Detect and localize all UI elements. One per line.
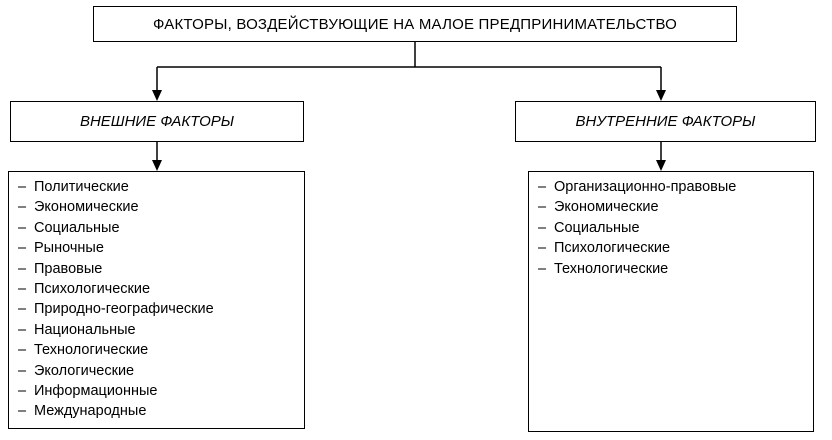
external-factor-item-label: Политические [34,179,129,195]
internal-factor-item-label: Технологические [554,260,669,277]
external-factor-item-label: Информационные [34,383,158,400]
internal-factor-item-label: Экономические [554,199,659,216]
arrow-head-left-list [152,160,162,171]
arrow-head-left-category [152,90,162,101]
external-factor-item-label: Психологические [34,281,151,298]
external-factors-box [10,101,304,142]
internal-factor-item-label: Социальные [554,219,640,236]
diagram-title: ФАКТОРЫ, ВОЗДЕЙСТВУЮЩИЕ НА МАЛОЕ ПРЕДПРИНИМАТЕЛЬСТВО [152,15,678,33]
bullet-dash: – [18,321,27,338]
bullet-dash: – [18,260,27,277]
bullet-dash: – [18,199,27,216]
bullet-dash: – [538,240,547,257]
external-factors-label: ВНЕШНИЕ ФАКТОРЫ [79,113,235,130]
internal-factor-item [538,218,813,238]
external-factor-item [18,361,304,381]
arrow-head-right-category [656,90,666,101]
external-factors-list [18,177,304,422]
internal-factor-item-label: Психологические [554,240,671,257]
external-factor-item-label: Природно-географические [34,301,214,318]
internal-factor-item [538,259,813,279]
external-factor-item [18,197,304,217]
internal-factors-box [515,101,816,142]
external-factor-item-label: Рыночные [34,240,104,257]
external-factor-item [18,177,304,197]
arrow-head-right-list [656,160,666,171]
bullet-dash: – [18,403,27,420]
external-factor-item [18,340,304,360]
external-factor-item-label: Экономические [34,199,139,216]
bullet-dash: – [18,383,27,400]
external-factor-item-label: Правовые [34,260,103,277]
bullet-dash: – [538,219,547,236]
external-factor-item-label: Социальные [34,219,120,236]
diagram-title-box [93,6,737,42]
external-factor-item [18,381,304,401]
bullet-dash: – [538,179,547,195]
bullet-dash: – [18,179,27,195]
external-factor-item [18,299,304,319]
external-factor-item [18,218,304,238]
external-factor-item-label: Экологические [34,362,135,379]
internal-factors-label: ВНУТРЕННИЕ ФАКТОРЫ [575,113,756,130]
bullet-dash: – [18,281,27,298]
external-factors-list-box [8,171,305,429]
internal-factor-item [538,177,813,197]
bullet-dash: – [538,199,547,216]
internal-factor-item-label: Организационно-правовые [554,179,737,195]
external-factor-item [18,401,304,421]
external-factor-item [18,238,304,258]
external-factor-item [18,259,304,279]
internal-factor-item [538,238,813,258]
internal-factor-item [538,197,813,217]
bullet-dash: – [538,260,547,277]
bullet-dash: – [18,342,27,359]
external-factor-item-label: Технологические [34,342,149,359]
bullet-dash: – [18,240,27,257]
external-factor-item-label: Международные [34,403,147,420]
bullet-dash: – [18,219,27,236]
bullet-dash: – [18,362,27,379]
external-factor-item-label: Национальные [34,321,136,338]
internal-factors-list [538,177,813,279]
external-factor-item [18,320,304,340]
bullet-dash: – [18,301,27,318]
external-factor-item [18,279,304,299]
internal-factors-list-box [528,171,814,432]
